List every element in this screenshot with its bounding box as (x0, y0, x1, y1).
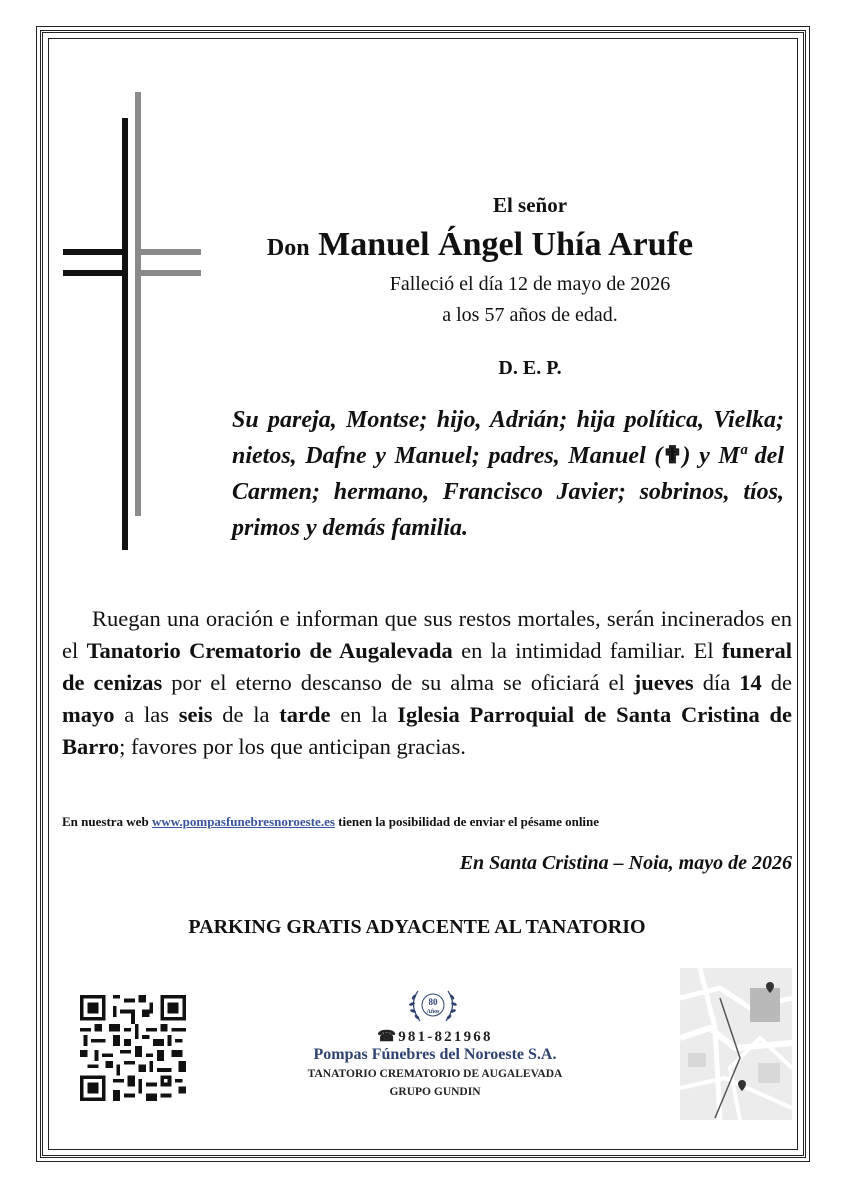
age-line: a los 57 años de edad. (442, 304, 618, 326)
cross-black-arm-top (63, 249, 128, 255)
company-name: Pompas Fúnebres del Noroeste S.A. (313, 1046, 557, 1063)
body-bold: Iglesia Parroquial de Santa Cristina de Barro (62, 702, 792, 759)
body-bold: mayo (62, 702, 115, 727)
cross-gray-vertical (135, 92, 141, 516)
body-bold: Tanatorio Crematorio de Augalevada (86, 638, 453, 663)
body-bold: 14 (739, 670, 762, 695)
phone-line[interactable] (290, 1027, 580, 1046)
announcement-body (62, 603, 792, 763)
death-date: Falleció el día 12 de mayo de 2026 (389, 273, 671, 295)
website-link[interactable]: www.pompasfunebresnoroeste.es (151, 814, 335, 829)
body-bold: tarde (279, 702, 331, 727)
body-text: en la intimidad familiar. El (452, 638, 722, 663)
deceased-cross-symbol: ✟ (662, 443, 683, 469)
body-text: día (693, 670, 740, 695)
body-bold: jueves (633, 670, 694, 695)
body-bold: seis (178, 702, 213, 727)
body-text: ; favores por los que anticipan gracias. (119, 734, 466, 759)
web-note-text: tienen la posibilidad de enviar el pésame online (334, 814, 600, 829)
honorific: Don (266, 235, 310, 261)
web-note (62, 814, 792, 830)
place-date: En Santa Cristina – Noia, mayo de 2026 (459, 852, 792, 874)
cross-black-arm-bottom (63, 270, 128, 276)
dep-label: D. E. P. (498, 357, 562, 379)
logo-text: Años (426, 1009, 440, 1015)
phone-number: 981-821968 (398, 1029, 493, 1045)
body-text: Ruegan una oración e informan que sus restos mortales, serán incinerados en el (62, 606, 792, 663)
group-name: GRUPO GUNDIN (389, 1086, 481, 1098)
qr-code-icon[interactable] (80, 995, 186, 1101)
body-text: por el eterno descanso de su alma se oficiará el (162, 670, 634, 695)
family-text-1: Su pareja, Montse; hijo, Adrián; hija política, Vielka; nietos, Dafne y Manuel; padres, Manuel ( (232, 407, 784, 469)
body-text: en la (330, 702, 398, 727)
title-prefix: El señor (492, 193, 568, 217)
deceased-name (200, 226, 760, 264)
cross-black-vertical (122, 118, 128, 550)
body-text: a las (114, 702, 179, 727)
telephone-icon: ☎ (377, 1029, 399, 1045)
location-map[interactable] (680, 968, 792, 1120)
tanatorio-name: TANATORIO CREMATORIO DE AUGALEVADA (307, 1068, 563, 1080)
cross-gray-arm-top (135, 249, 201, 255)
body-bold: funeral de cenizas (62, 638, 792, 695)
family-text-2: ) y Mª del Carmen; hermano, Francisco Javier; sobrinos, tíos, primos y demás familia. (232, 443, 784, 541)
parking-notice: PARKING GRATIS ADYACENTE AL TANATORIO (188, 916, 646, 938)
web-note-text: En nuestra web (62, 814, 152, 829)
anniversary-laurel-logo (398, 985, 468, 1025)
name-text: Manuel Ángel Uhía Arufe (318, 226, 694, 263)
body-text: de (761, 670, 792, 695)
family-list (232, 402, 784, 546)
body-text: de la (212, 702, 280, 727)
logo-number: 80 (428, 997, 438, 1007)
cross-gray-arm-bottom (135, 270, 201, 276)
